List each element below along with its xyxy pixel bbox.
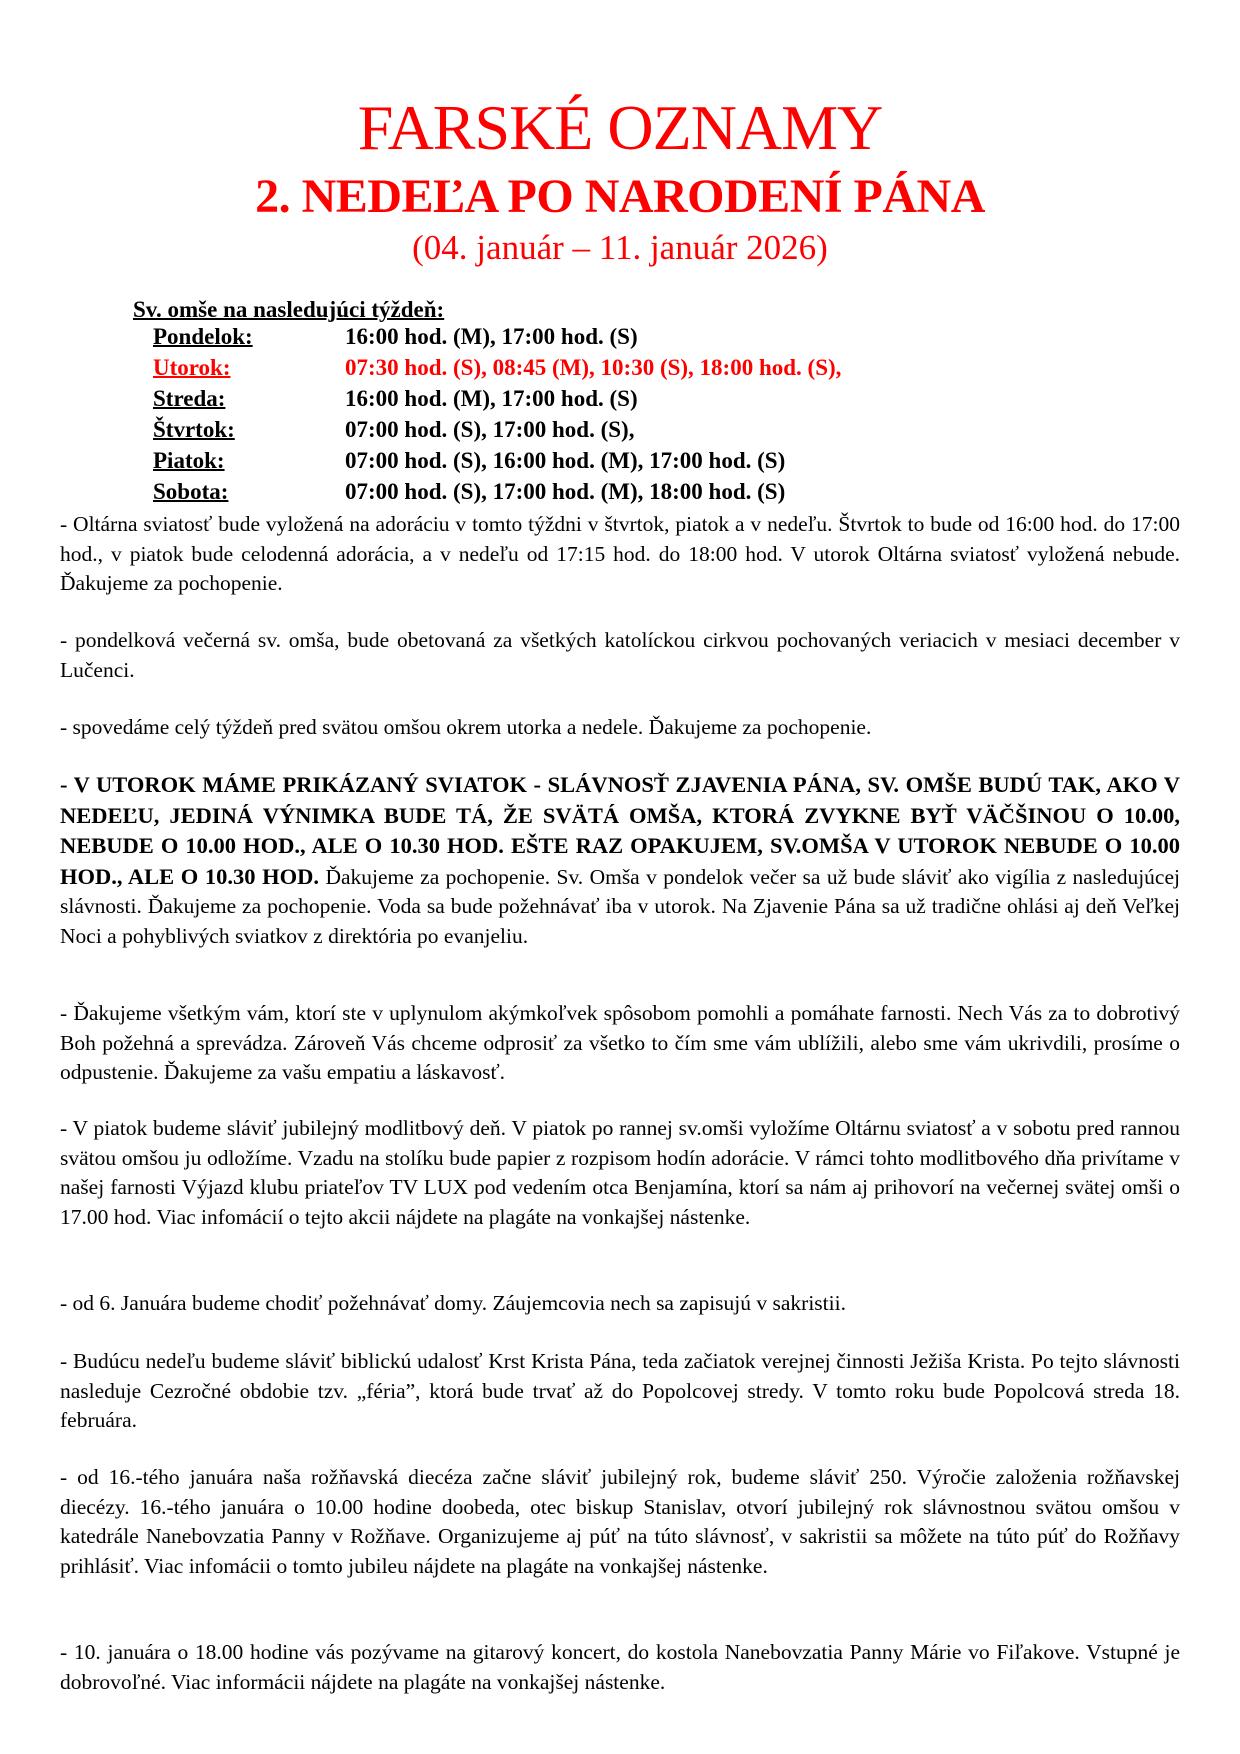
- announcement-epiphany: [60, 770, 1180, 951]
- announcement-house-blessing: - od 6. Januára budeme chodiť požehnávať domy. Záujemcovia nech sa zapisujú v sakristii.: [60, 1291, 846, 1315]
- schedule-row-tuesday: [0, 353, 1240, 383]
- announcement-baptism-of-lord: - Budúcu nedeľu budeme sláviť biblickú udalosť Krst Krista Pána, teda začiatok verejnej činnosti Ježiša Krista. Po tejto slávnosti nasleduje Cezročné obdobie tzv. „féria”, ktorá bude trvať až do Popolcovej stredy. V tomto roku bude Popolcová streda 18. februára.: [60, 1349, 1180, 1432]
- schedule-row-friday: [0, 446, 1240, 476]
- schedule-row-thursday: [0, 415, 1240, 445]
- announcement-monday-mass: - pondelková večerná sv. omša, bude obetovaná za všetkých katolíckou cirkvou pochovaných veriacich v mesiaci december v Lučenci.: [60, 628, 1180, 682]
- schedule-heading: Sv. omše na nasledujúci týždeň:: [133, 297, 445, 322]
- announcement-confession: - spovedáme celý týždeň pred svätou omšou okrem utorka a nedele. Ďakujeme za pochopenie.: [60, 715, 872, 739]
- announcement-epiphany-bold: - V UTOROK MÁME PRIKÁZANÝ SVIATOK - SLÁVNOSŤ ZJAVENIA PÁNA, SV. OMŠE BUDÚ TAK, AKO V NEDEĽU, JEDINÁ VÝNIMKA BUDE TÁ, ŽE SVÄTÁ OMŠA, KTORÁ ZVYKNE BYŤ VÄČŠINOU O 10.00, NEBUDE O 10.00 HOD., ALE O 10.30 HOD. EŠTE RAZ OPAKUJEM, SV.OMŠA V UTOROK NEBUDE O 10.00 HOD., ALE O 10.30 HOD.: [60, 772, 1180, 889]
- schedule-day: Piatok:: [153, 448, 225, 473]
- schedule-times: 07:00 hod. (S), 17:00 hod. (M), 18:00 hod. (S): [345, 479, 786, 504]
- announcement-concert: - 10. januára o 18.00 hodine vás pozývame na gitarový koncert, do kostola Nanebovzatia Panny Márie vo Fiľakove. Vstupné je dobrovoľné. Viac informácii nájdete na plagáte na vonkajšej nástenke.: [60, 1640, 1180, 1694]
- schedule-times: 16:00 hod. (M), 17:00 hod. (S): [345, 386, 638, 411]
- announcement-adoration: - Oltárna sviatosť bude vyložená na adoráciu v tomto týždni v štvrtok, piatok a v nedeľu. Štvrtok to bude od 16:00 hod. do 17:00 hod., v piatok bude celodenná adorácia, a v nedeľu od 17:15 hod. do 18:00 hod. V utorok Oltárna sviatosť vyložená nebude. Ďakujeme za pochopenie.: [60, 512, 1180, 595]
- schedule-day: Pondelok:: [153, 324, 253, 349]
- announcement-prayer-day: - V piatok budeme sláviť jubilejný modlitbový deň. V piatok po rannej sv.omši vyložíme Oltárnu sviatosť a v sobotu pred rannou svätou omšou ju odložíme. Vzadu na stolíku bude papier z rozpisom hodín adorácie. V rámci tohto modlitbového dňa privítame v našej farnosti Výjazd klubu priateľov TV LUX pod vedením otca Benjamína, ktorí sa nám aj prihovorí na večernej svätej omši o 17.00 hod. Viac infomácií o tejto akcii nájdete na plagáte na vonkajšej nástenke.: [60, 1116, 1180, 1229]
- schedule-times: 07:00 hod. (S), 16:00 hod. (M), 17:00 hod. (S): [345, 448, 786, 473]
- schedule-day: Štvrtok:: [153, 417, 235, 442]
- announcement-epiphany-text: Ďakujeme za pochopenie. Sv. Omša v pondelok večer sa už bude sláviť ako vigília z nasledujúcej slávnosti. Ďakujeme za pochopenie. Voda sa bude požehnávať iba v utorok. Na Zjavenie Pána sa už tradične ohlási aj deň Veľkej Noci a pohyblivých sviatkov z direktória po evanjeliu.: [60, 864, 1180, 948]
- schedule-day: Sobota:: [153, 479, 229, 504]
- announcement-jubilee: - od 16.-tého januára naša rožňavská diecéza začne sláviť jubilejný rok, budeme sláviť 250. Výročie založenia rožňavskej diecézy. 16.-tého januára o 10.00 hodine doobeda, otec biskup Stanislav, otvorí jubilejný rok slávnostnou svätou omšou v katedrále Nanebovzatia Panny v Rožňave. Organizujeme aj púť na túto slávnosť, v sakristii sa môžete na túto púť do Rožňavy prihlásiť. Viac infomácii o tomto jubileu nájdete na plagáte na vonkajšej nástenke.: [60, 1465, 1180, 1578]
- page-title: FARSKÉ OZNAMY: [357, 92, 883, 163]
- schedule-times: 07:30 hod. (S), 08:45 (M), 10:30 (S), 18:00 hod. (S),: [345, 355, 842, 380]
- announcement-thanks: - Ďakujeme všetkým vám, ktorí ste v uplynulom akýmkoľvek spôsobom pomohli a pomáhate farnosti. Nech Vás za to dobrotivý Boh požehná a sprevádza. Zároveň Vás chceme odprosiť za všetko to čím sme vám ublížili, alebo sme vám ukrivdili, prosíme o odpustenie. Ďakujeme za vašu empatiu a láskavosť.: [60, 1001, 1180, 1084]
- schedule-times: 16:00 hod. (M), 17:00 hod. (S): [345, 324, 638, 349]
- schedule-row-saturday: [0, 477, 1240, 507]
- schedule-day: Utorok:: [153, 355, 231, 380]
- schedule-day: Streda:: [153, 386, 226, 411]
- schedule-row-wednesday: [0, 384, 1240, 414]
- date-range: (04. január – 11. január 2026): [412, 228, 828, 267]
- schedule-times: 07:00 hod. (S), 17:00 hod. (S),: [345, 417, 635, 442]
- schedule-row-monday: [0, 322, 1240, 352]
- page-subtitle: 2. NEDEĽA PO NARODENÍ PÁNA: [255, 170, 985, 223]
